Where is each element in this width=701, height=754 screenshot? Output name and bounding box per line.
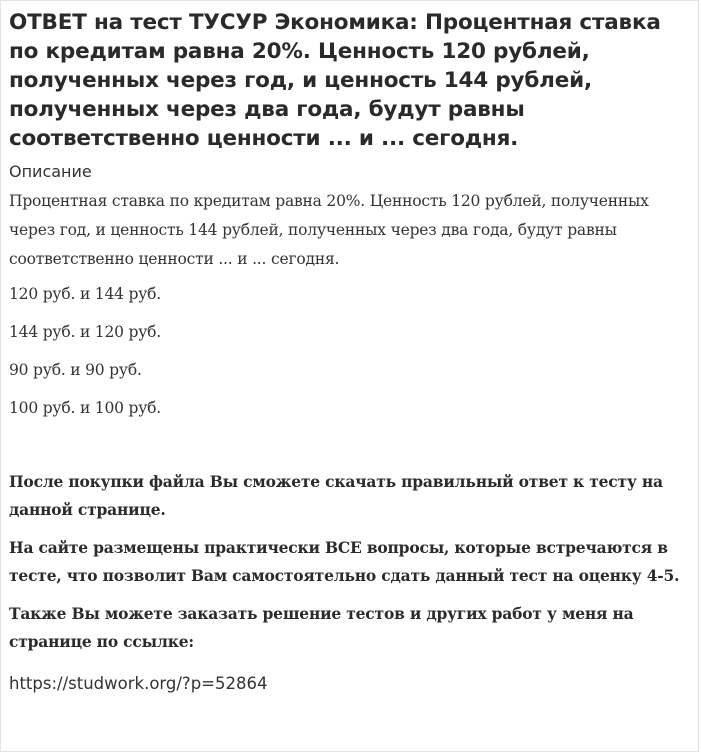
page-title: ОТВЕТ на тест ТУСУР Экономика: Процентная ставка по кредитам равна 20%. Ценность 120 рублей, полученных через год, и ценность 144 рублей, полученных через два года, будут равны соответственно ценности ... и ... сегодня. [9, 10, 661, 151]
coverage-note: На сайте размещены практически ВСЕ вопросы, которые встречаются в тесте, что позволит Вам самостоятельно сдать данный тест на оценку 4-5. [9, 538, 680, 585]
product-content [9, 8, 693, 696]
order-note: Также Вы можете заказать решение тестов и других работ у меня на странице по ссылке: [9, 604, 634, 651]
description-heading: Описание [9, 162, 92, 181]
purchase-note: После покупки файла Вы сможете скачать правильный ответ к тесту на данной странице. [9, 472, 663, 519]
answer-option: 90 руб. и 90 руб. [9, 361, 142, 379]
description-text: Процентная ставка по кредитам равна 20%. Ценность 120 рублей, полученных через год, и ценность 144 рублей, полученных через два года, будут равны соответственно ценности ... и ... сегодня. [9, 192, 649, 268]
answer-option: 144 руб. и 120 руб. [9, 323, 162, 341]
purchase-notes [9, 468, 693, 656]
answer-option: 100 руб. и 100 руб. [9, 399, 162, 417]
studwork-link[interactable]: https://studwork.org/?p=52864 [9, 674, 268, 693]
answer-option: 120 руб. и 144 руб. [9, 285, 162, 303]
answer-options [9, 284, 693, 418]
